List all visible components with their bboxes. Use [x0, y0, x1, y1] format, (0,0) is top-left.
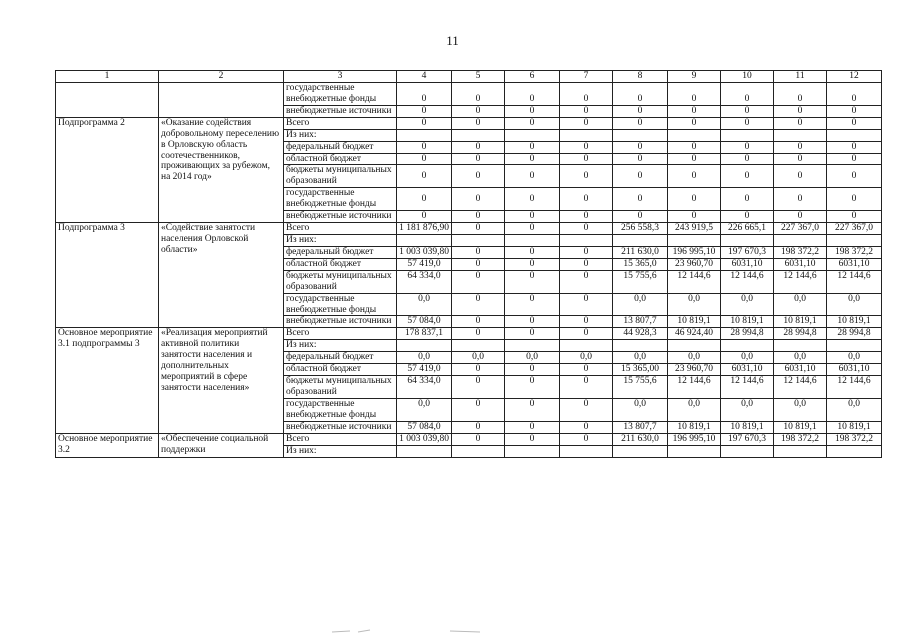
funding-source-cell: внебюджетные источники — [284, 211, 397, 223]
value-cell: 0 — [505, 165, 560, 188]
value-cell: 211 630,0 — [613, 433, 668, 445]
value-cell: 0 — [560, 153, 613, 165]
program-title-cell: «Содействие занятости населения Орловской области» — [159, 223, 284, 328]
value-cell — [452, 340, 505, 352]
value-cell: 57 084,0 — [397, 421, 452, 433]
program-title-cell: «Обеспечение социальной поддержки — [159, 433, 284, 457]
value-cell: 12 144,6 — [668, 376, 721, 399]
value-cell: 6031,10 — [827, 364, 882, 376]
value-cell: 0 — [397, 165, 452, 188]
value-cell: 0 — [668, 165, 721, 188]
value-cell: 0 — [560, 246, 613, 258]
value-cell — [774, 129, 827, 141]
value-cell: 0 — [397, 117, 452, 129]
value-cell: 0 — [827, 211, 882, 223]
value-cell: 0,0 — [613, 398, 668, 421]
funding-source-cell: государственные внебюджетные фонды — [284, 188, 397, 211]
value-cell: 15 755,6 — [613, 270, 668, 293]
value-cell: 0 — [827, 188, 882, 211]
program-title-cell — [159, 83, 284, 118]
value-cell — [827, 340, 882, 352]
program-title-cell: «Реализация мероприятий активной политики занятости населения и дополнительных мероприятий в сфере занятости населения» — [159, 328, 284, 433]
value-cell: 10 819,1 — [668, 316, 721, 328]
funding-source-cell: областной бюджет — [284, 153, 397, 165]
value-cell: 0 — [505, 328, 560, 340]
value-cell — [668, 234, 721, 246]
value-cell: 23 960,70 — [668, 258, 721, 270]
value-cell: 0 — [397, 153, 452, 165]
value-cell: 0 — [452, 398, 505, 421]
value-cell: 0 — [452, 258, 505, 270]
value-cell: 0 — [721, 105, 774, 117]
value-cell: 0 — [452, 105, 505, 117]
value-cell: 0 — [560, 188, 613, 211]
value-cell: 57 084,0 — [397, 316, 452, 328]
program-name-cell: Подпрограмма 2 — [56, 117, 159, 222]
value-cell: 0 — [505, 258, 560, 270]
value-cell — [452, 234, 505, 246]
value-cell: 0 — [505, 105, 560, 117]
value-cell: 1 181 876,90 — [397, 223, 452, 235]
value-cell: 0 — [613, 141, 668, 153]
value-cell: 0 — [560, 376, 613, 399]
value-cell: 0 — [452, 223, 505, 235]
value-cell: 0 — [668, 188, 721, 211]
value-cell: 64 334,0 — [397, 270, 452, 293]
table-row — [56, 223, 882, 235]
value-cell — [397, 234, 452, 246]
value-cell — [452, 445, 505, 457]
value-cell: 57 419,0 — [397, 364, 452, 376]
value-cell: 0 — [397, 211, 452, 223]
scanner-artifact — [330, 628, 490, 634]
value-cell — [774, 340, 827, 352]
value-cell — [505, 129, 560, 141]
value-cell — [827, 129, 882, 141]
value-cell: 0 — [827, 165, 882, 188]
funding-source-cell: Из них: — [284, 340, 397, 352]
value-cell — [560, 445, 613, 457]
funding-source-cell: внебюджетные источники — [284, 316, 397, 328]
value-cell: 13 807,7 — [613, 421, 668, 433]
value-cell: 0 — [774, 211, 827, 223]
value-cell: 0,0 — [774, 352, 827, 364]
value-cell: 0 — [505, 153, 560, 165]
value-cell: 0 — [452, 117, 505, 129]
value-cell: 0,0 — [397, 352, 452, 364]
value-cell: 0,0 — [452, 352, 505, 364]
value-cell: 0 — [452, 376, 505, 399]
value-cell: 0 — [452, 270, 505, 293]
value-cell: 0 — [560, 328, 613, 340]
value-cell: 0 — [774, 117, 827, 129]
value-cell: 0 — [505, 211, 560, 223]
value-cell: 0 — [721, 153, 774, 165]
column-header: 10 — [721, 71, 774, 83]
value-cell: 0 — [560, 223, 613, 235]
funding-source-cell: государственные внебюджетные фонды — [284, 83, 397, 106]
value-cell: 0 — [505, 421, 560, 433]
value-cell: 0,0 — [560, 352, 613, 364]
value-cell: 198 372,2 — [827, 433, 882, 445]
program-name-cell: Основное мероприятие 3.2 — [56, 433, 159, 457]
value-cell: 0 — [452, 188, 505, 211]
value-cell: 0 — [452, 83, 505, 106]
value-cell: 0 — [560, 83, 613, 106]
funding-source-cell: государственные внебюджетные фонды — [284, 398, 397, 421]
value-cell: 57 419,0 — [397, 258, 452, 270]
value-cell: 0 — [774, 188, 827, 211]
value-cell: 243 919,5 — [668, 223, 721, 235]
value-cell: 0 — [505, 270, 560, 293]
value-cell — [560, 129, 613, 141]
column-header: 4 — [397, 71, 452, 83]
value-cell: 0 — [452, 328, 505, 340]
value-cell: 0 — [560, 293, 613, 316]
value-cell: 0 — [560, 105, 613, 117]
value-cell: 10 819,1 — [668, 421, 721, 433]
funding-source-cell: бюджеты муниципальных образований — [284, 165, 397, 188]
value-cell: 0,0 — [613, 352, 668, 364]
value-cell: 0 — [721, 83, 774, 106]
value-cell: 0 — [452, 211, 505, 223]
value-cell: 0 — [452, 364, 505, 376]
value-cell: 0 — [560, 270, 613, 293]
value-cell: 226 665,1 — [721, 223, 774, 235]
value-cell — [721, 445, 774, 457]
value-cell: 0 — [560, 398, 613, 421]
funding-source-cell: Всего — [284, 433, 397, 445]
value-cell: 0 — [721, 165, 774, 188]
header-row — [56, 71, 882, 83]
value-cell: 0 — [505, 398, 560, 421]
value-cell: 0,0 — [827, 293, 882, 316]
value-cell: 0 — [827, 83, 882, 106]
funding-source-cell: федеральный бюджет — [284, 352, 397, 364]
value-cell: 0 — [505, 293, 560, 316]
value-cell — [668, 340, 721, 352]
value-cell: 0 — [505, 141, 560, 153]
value-cell: 0 — [774, 165, 827, 188]
funding-source-cell: федеральный бюджет — [284, 246, 397, 258]
value-cell — [560, 234, 613, 246]
value-cell: 0 — [505, 316, 560, 328]
budget-table — [55, 70, 882, 458]
value-cell: 0 — [560, 117, 613, 129]
value-cell: 227 367,0 — [827, 223, 882, 235]
value-cell: 0 — [505, 246, 560, 258]
value-cell: 6031,10 — [774, 364, 827, 376]
value-cell — [613, 129, 668, 141]
value-cell: 0 — [774, 153, 827, 165]
value-cell: 0 — [613, 188, 668, 211]
column-header: 7 — [560, 71, 613, 83]
value-cell: 0 — [613, 117, 668, 129]
value-cell: 0 — [397, 105, 452, 117]
value-cell — [668, 129, 721, 141]
value-cell: 0 — [505, 188, 560, 211]
value-cell: 0,0 — [397, 398, 452, 421]
column-header: 11 — [774, 71, 827, 83]
value-cell: 0 — [505, 433, 560, 445]
value-cell: 197 670,3 — [721, 246, 774, 258]
value-cell — [827, 445, 882, 457]
value-cell — [721, 129, 774, 141]
value-cell: 0,0 — [668, 293, 721, 316]
value-cell: 0,0 — [827, 352, 882, 364]
value-cell — [774, 234, 827, 246]
value-cell: 10 819,1 — [721, 316, 774, 328]
value-cell: 198 372,2 — [774, 246, 827, 258]
column-header: 8 — [613, 71, 668, 83]
value-cell: 0,0 — [613, 293, 668, 316]
column-header: 9 — [668, 71, 721, 83]
value-cell: 0 — [452, 141, 505, 153]
value-cell: 15 365,0 — [613, 258, 668, 270]
value-cell: 0 — [505, 83, 560, 106]
value-cell: 0 — [613, 105, 668, 117]
value-cell: 0 — [452, 293, 505, 316]
value-cell: 0 — [827, 117, 882, 129]
value-cell: 0 — [452, 153, 505, 165]
value-cell: 64 334,0 — [397, 376, 452, 399]
value-cell — [613, 445, 668, 457]
funding-source-cell: Всего — [284, 223, 397, 235]
value-cell: 0 — [452, 165, 505, 188]
value-cell: 0 — [452, 316, 505, 328]
value-cell: 0 — [613, 165, 668, 188]
value-cell: 15 365,00 — [613, 364, 668, 376]
value-cell — [505, 445, 560, 457]
value-cell: 28 994,8 — [774, 328, 827, 340]
value-cell: 46 924,40 — [668, 328, 721, 340]
value-cell: 1 003 039,80 — [397, 433, 452, 445]
value-cell: 12 144,6 — [774, 270, 827, 293]
funding-source-cell: федеральный бюджет — [284, 141, 397, 153]
value-cell: 0 — [560, 211, 613, 223]
value-cell: 0 — [505, 364, 560, 376]
value-cell: 0 — [668, 117, 721, 129]
funding-source-cell: Из них: — [284, 445, 397, 457]
value-cell: 0 — [505, 376, 560, 399]
value-cell: 12 144,6 — [721, 376, 774, 399]
value-cell: 0 — [560, 433, 613, 445]
funding-source-cell: Всего — [284, 328, 397, 340]
value-cell: 0 — [774, 83, 827, 106]
value-cell: 0,0 — [721, 398, 774, 421]
value-cell — [397, 129, 452, 141]
value-cell: 0 — [613, 153, 668, 165]
value-cell: 197 670,3 — [721, 433, 774, 445]
value-cell: 12 144,6 — [827, 270, 882, 293]
column-header: 12 — [827, 71, 882, 83]
value-cell — [774, 445, 827, 457]
value-cell — [668, 445, 721, 457]
funding-source-cell: Из них: — [284, 234, 397, 246]
value-cell: 0 — [721, 211, 774, 223]
value-cell: 256 558,3 — [613, 223, 668, 235]
value-cell: 0 — [774, 105, 827, 117]
value-cell: 12 144,6 — [668, 270, 721, 293]
value-cell: 198 372,2 — [774, 433, 827, 445]
value-cell: 0 — [721, 141, 774, 153]
value-cell: 0 — [397, 188, 452, 211]
program-title-cell: «Оказание содействия добровольному переселению в Орловскую область соотечественников, проживающих за рубежом, на 2014 год» — [159, 117, 284, 222]
value-cell: 28 994,8 — [721, 328, 774, 340]
funding-source-cell: бюджеты муниципальных образований — [284, 270, 397, 293]
value-cell — [827, 234, 882, 246]
value-cell: 0,0 — [668, 352, 721, 364]
table-body — [56, 83, 882, 458]
value-cell: 0,0 — [505, 352, 560, 364]
table-row — [56, 328, 882, 340]
funding-source-cell: Из них: — [284, 129, 397, 141]
value-cell: 6031,10 — [721, 258, 774, 270]
value-cell: 1 003 039,80 — [397, 246, 452, 258]
value-cell: 12 144,6 — [721, 270, 774, 293]
value-cell: 0 — [613, 83, 668, 106]
value-cell: 6031,10 — [774, 258, 827, 270]
value-cell: 44 928,3 — [613, 328, 668, 340]
value-cell: 13 807,7 — [613, 316, 668, 328]
funding-source-cell: бюджеты муниципальных образований — [284, 376, 397, 399]
value-cell: 10 819,1 — [774, 421, 827, 433]
value-cell: 6031,10 — [721, 364, 774, 376]
value-cell: 0 — [560, 165, 613, 188]
funding-source-cell: государственные внебюджетные фонды — [284, 293, 397, 316]
funding-source-cell: внебюджетные источники — [284, 105, 397, 117]
value-cell — [452, 129, 505, 141]
value-cell: 0 — [397, 141, 452, 153]
value-cell: 0 — [827, 153, 882, 165]
column-header: 5 — [452, 71, 505, 83]
program-name-cell: Основное мероприятие 3.1 подпрограммы 3 — [56, 328, 159, 433]
value-cell: 12 144,6 — [827, 376, 882, 399]
value-cell: 0 — [505, 223, 560, 235]
value-cell: 0 — [452, 421, 505, 433]
value-cell: 0 — [560, 364, 613, 376]
value-cell: 0 — [774, 141, 827, 153]
table-row — [56, 117, 882, 129]
value-cell: 0 — [721, 117, 774, 129]
value-cell: 0 — [668, 105, 721, 117]
value-cell: 10 819,1 — [827, 316, 882, 328]
value-cell: 0 — [668, 141, 721, 153]
value-cell: 0,0 — [397, 293, 452, 316]
value-cell — [505, 340, 560, 352]
funding-source-cell: областной бюджет — [284, 258, 397, 270]
value-cell: 0 — [452, 433, 505, 445]
page-number: 11 — [446, 33, 459, 48]
program-name-cell: Подпрограмма 3 — [56, 223, 159, 328]
table-row — [56, 433, 882, 445]
value-cell — [721, 340, 774, 352]
value-cell — [613, 234, 668, 246]
table-row — [56, 83, 882, 106]
value-cell: 28 994,8 — [827, 328, 882, 340]
value-cell: 196 995,10 — [668, 433, 721, 445]
value-cell: 211 630,0 — [613, 246, 668, 258]
value-cell: 0,0 — [668, 398, 721, 421]
value-cell: 0 — [613, 211, 668, 223]
value-cell: 0 — [827, 105, 882, 117]
value-cell: 12 144,6 — [774, 376, 827, 399]
value-cell: 10 819,1 — [721, 421, 774, 433]
value-cell — [560, 340, 613, 352]
value-cell — [397, 445, 452, 457]
value-cell: 0,0 — [827, 398, 882, 421]
value-cell: 0 — [505, 117, 560, 129]
value-cell: 0,0 — [774, 398, 827, 421]
program-name-cell — [56, 83, 159, 118]
value-cell: 6031,10 — [827, 258, 882, 270]
value-cell: 196 995,10 — [668, 246, 721, 258]
value-cell: 0 — [668, 83, 721, 106]
funding-source-cell: областной бюджет — [284, 364, 397, 376]
value-cell: 0 — [560, 316, 613, 328]
value-cell: 0,0 — [774, 293, 827, 316]
value-cell: 198 372,2 — [827, 246, 882, 258]
value-cell — [721, 234, 774, 246]
value-cell: 0 — [452, 246, 505, 258]
value-cell: 0 — [560, 141, 613, 153]
value-cell: 0 — [668, 153, 721, 165]
value-cell — [397, 340, 452, 352]
funding-source-cell: Всего — [284, 117, 397, 129]
value-cell: 0 — [397, 83, 452, 106]
column-header: 3 — [284, 71, 397, 83]
value-cell: 0,0 — [721, 293, 774, 316]
value-cell: 10 819,1 — [774, 316, 827, 328]
value-cell: 23 960,70 — [668, 364, 721, 376]
value-cell — [505, 234, 560, 246]
value-cell — [613, 340, 668, 352]
value-cell: 178 837,1 — [397, 328, 452, 340]
value-cell: 227 367,0 — [774, 223, 827, 235]
value-cell: 0 — [560, 421, 613, 433]
column-header: 6 — [505, 71, 560, 83]
value-cell: 0,0 — [721, 352, 774, 364]
value-cell: 15 755,6 — [613, 376, 668, 399]
value-cell: 0 — [827, 141, 882, 153]
value-cell: 10 819,1 — [827, 421, 882, 433]
column-header: 2 — [159, 71, 284, 83]
value-cell: 0 — [721, 188, 774, 211]
value-cell: 0 — [560, 258, 613, 270]
value-cell: 0 — [668, 211, 721, 223]
column-header: 1 — [56, 71, 159, 83]
funding-source-cell: внебюджетные источники — [284, 421, 397, 433]
